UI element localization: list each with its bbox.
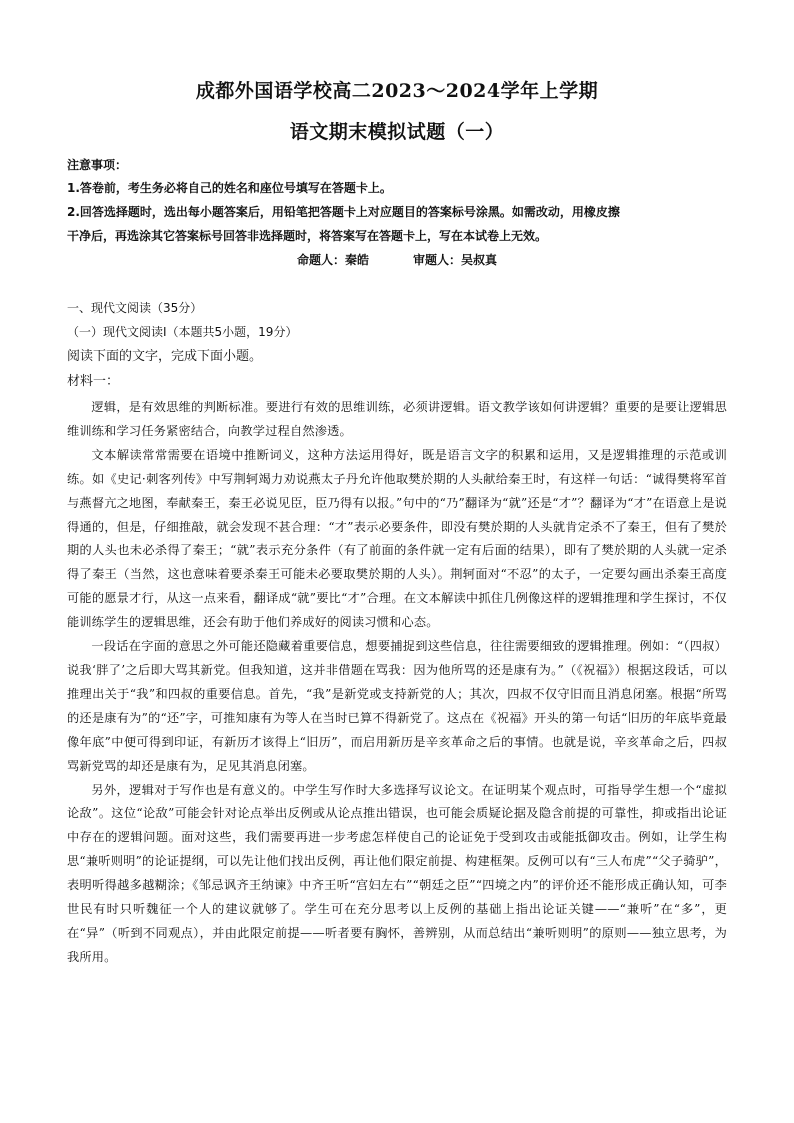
exam-subtitle: 语文期末模拟试题（一） — [289, 121, 505, 143]
question-setter: 命题人：秦皓 — [296, 253, 369, 267]
notice-item-1: 1.答卷前，考生务必将自己的姓名和座位号填写在答题卡上。 — [67, 181, 392, 195]
question-reviewer: 审题人：吴叔真 — [413, 253, 498, 267]
notice-item-2a: 2.回答选择题时，选出每小题答案后，用铅笔把答题卡上对应题目的答案标号涂黑。如需改动，用橡皮擦 — [67, 205, 620, 219]
passage-paragraph-1: 逻辑，是有效思维的判断标准。要进行有效的思维训练，必须讲逻辑。语文教学该如何讲逻辑？重要的是要让逻辑思维训练和学习任务紧密结合，向教学过程自然渗透。 — [67, 400, 727, 438]
section-heading-part1: 一、现代文阅读（35分） — [67, 301, 203, 315]
material-label: 材料一： — [67, 374, 120, 389]
exam-title: 成都外国语学校高二2023～2024学年上学期 — [195, 80, 599, 102]
reading-passage — [67, 396, 727, 970]
section-subheading: （一）现代文阅读Ⅰ（本题共5小题，19分） — [67, 325, 298, 339]
passage-paragraph-3: 一段话在字面的意思之外可能还隐藏着重要信息，想要捕捉到这些信息，往往需要细致的逻辑推理。例如：“（四叔）说我‘胖了’之后即大骂其新党。但我知道，这并非借题在骂我：因为他所骂的还是康有为。”（《祝福》）根据这段话，可以推理出关于“我”和四叔的重要信息。首先，“我”是新党或支持新党的人；其次，四叔不仅守旧而且消息闭塞。根据“所骂的还是康有为”的“还”字，可推知康有为等人在当时已算不得新党了。这点在《祝福》开头的第一句话“旧历的年底毕竟最像年底”中便可得到印证，有新历才该得上“旧历”，而启用新历是辛亥革命之后的事情。也就是说，辛亥革命之后，四叔骂新党骂的却还是康有为，足见其消息闭塞。 — [67, 639, 727, 773]
notice-item-2b: 干净后，再选涂其它答案标号回答非选择题时，将答案写在答题卡上，写在本试卷上无效。 — [67, 229, 548, 243]
passage-paragraph-4: 另外，逻辑对于写作也是有意义的。中学生写作时大多选择写议论文。在证明某个观点时，可指导学生想一个“虚拟论敌”。这位“论敌”可能会针对论点举出反例或从论点推出错误，也可能会质疑论据及隐含前提的可靠性，抑或指出论证中存在的逻辑问题。面对这些，我们需要再进一步考虑怎样使自己的论证免于受到攻击或能抵御攻击。例如，让学生构思“兼听则明”的论证提纲，可以先让他们找出反例，再让他们限定前提、构建框架。反例可以有“三人布虎”“父子骑驴”，表明听得越多越糊涂；《邹忌讽齐王纳谏》中齐王听“宫妇左右”“朝廷之臣”“四境之内”的评价还不能形成正确认知，可李世民有时只听魏征一个人的建议就够了。学生可在充分思考以上反例的基础上指出论证关键——“兼听”在“多”，更在“异”（听到不同观点），并由此限定前提——听者要有胸怀，善辨别，从而总结出“兼听则明”的原则——独立思考，为我所用。 — [67, 782, 727, 964]
reading-instruction: 阅读下面的文字，完成下面小题。 — [67, 349, 263, 364]
authors-line — [0, 251, 794, 268]
passage-paragraph-2: 文本解读常常需要在语境中推断词义，这种方法运用得好，既是语言文字的积累和运用，又是逻辑推理的示范或训练。如《史记·刺客列传》中写荆轲竭力劝说燕太子丹允许他取樊於期的人头献给秦王时，有这样一句话：“诚得樊将军首与燕督亢之地图，奉献秦王，秦王必说见臣，臣乃得有以报。”句中的“乃”翻译为“就”还是“才”？翻译为“才”在语意上是说得通的，但是，仔细推敲，就会发现不甚合理：“才”表示必要条件，即没有樊於期的人头就肯定杀不了秦王，但有了樊於期的人头也未必杀得了秦王；“就”表示充分条件（有了前面的条件就一定有后面的结果），即有了樊於期的人头就一定杀得了秦王（当然，这也意味着要杀秦王可能未必要取樊於期的人头）。荆轲面对“不忍”的太子，一定要勾画出杀秦王高度可能的愿景才行，从这一点来看，翻译成“就”要比“才”合理。在文本解读中抓住几例像这样的逻辑推理和学生探讨，不仅能训练学生的逻辑思维，还会有助于他们养成好的阅读习惯和心态。 — [67, 447, 727, 630]
notice-heading: 注意事项： — [67, 158, 128, 172]
